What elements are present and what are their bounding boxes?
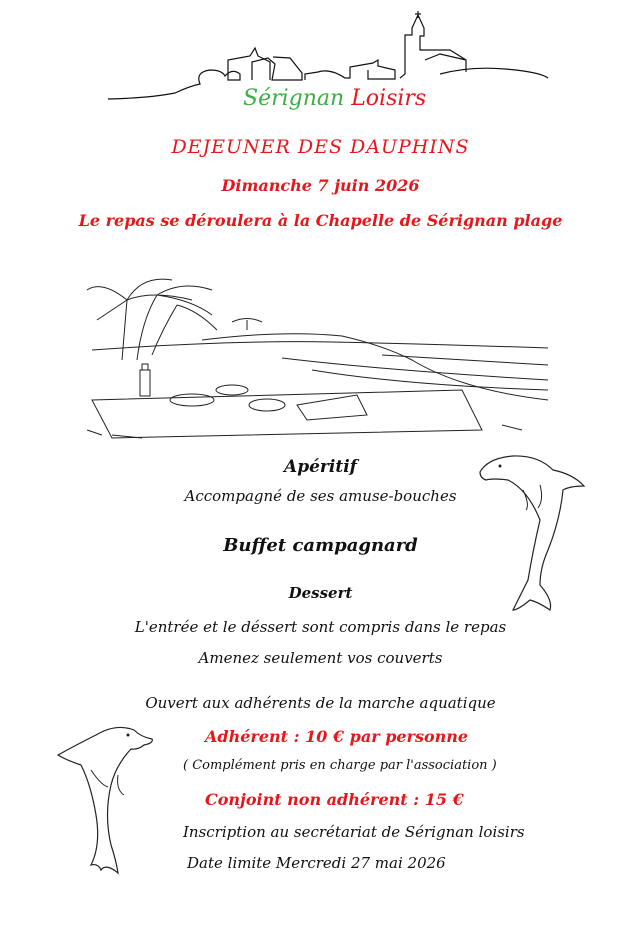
pricing-registration: Inscription au secrétariat de Sérignan loisirs <box>183 823 525 841</box>
event-location: Le repas se déroulera à la Chapelle de Sérignan plage <box>78 211 563 230</box>
pricing-member: Adhérent : 10 € par personne <box>205 727 469 746</box>
brand-part1: Sérignan <box>243 86 345 111</box>
menu-note-included: L'entrée et le déssert sont compris dans le repas <box>134 618 507 636</box>
menu-aperitif: Apéritif <box>284 457 357 477</box>
menu-aperitif-detail: Accompagné de ses amuse-bouches <box>184 487 457 505</box>
pricing-deadline: Date limite Mercredi 27 mai 2026 <box>187 854 446 872</box>
brand-logo-text <box>243 86 426 111</box>
beach-picnic-illustration <box>82 260 552 440</box>
brand-part2: Loisirs <box>351 86 427 111</box>
dolphin-illustration-left <box>56 715 156 880</box>
menu-buffet: Buffet campagnard <box>223 535 418 556</box>
pricing-spouse: Conjoint non adhérent : 15 € <box>205 790 464 809</box>
menu-dessert: Dessert <box>288 584 353 602</box>
menu-note-cutlery: Amenez seulement vos couverts <box>198 649 443 667</box>
pricing-open-to: Ouvert aux adhérents de la marche aquatique <box>145 694 496 712</box>
event-date: Dimanche 7 juin 2026 <box>221 176 420 195</box>
pricing-member-note: ( Complément pris en charge par l'association ) <box>183 758 497 773</box>
event-title: DEJEUNER DES DAUPHINS <box>171 136 470 158</box>
